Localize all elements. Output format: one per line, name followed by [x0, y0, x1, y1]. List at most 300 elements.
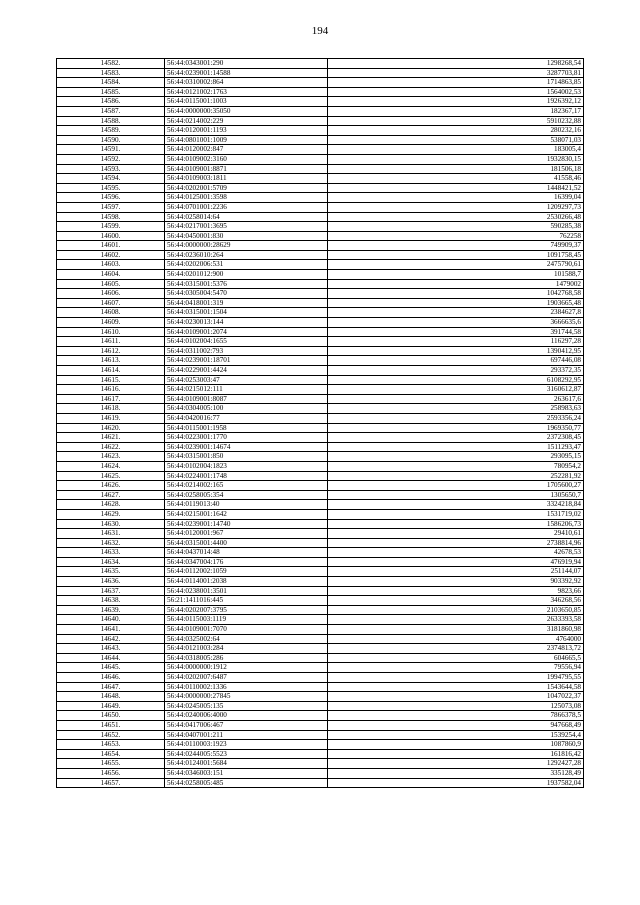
row-number-cell: 14645.: [57, 663, 165, 673]
table-row: [57, 596, 584, 606]
value-cell: 1932830,15: [328, 154, 584, 164]
cadastral-number-cell: 56:44:0236010:264: [165, 250, 328, 260]
value-cell: 116297,28: [328, 337, 584, 347]
cadastral-number-cell: 56:44:0215012:111: [165, 385, 328, 395]
cadastral-number-cell: 56:44:0701001:2236: [165, 202, 328, 212]
row-number-cell: 14605.: [57, 279, 165, 289]
row-number-cell: 14631.: [57, 529, 165, 539]
row-number-cell: 14594.: [57, 174, 165, 184]
value-cell: 1564002,53: [328, 87, 584, 97]
row-number-cell: 14609.: [57, 318, 165, 328]
row-number-cell: 14638.: [57, 596, 165, 606]
value-cell: 182367,17: [328, 106, 584, 116]
table-row: [57, 279, 584, 289]
page-number: 194: [311, 25, 329, 37]
row-number-cell: 14657.: [57, 778, 165, 788]
value-cell: 1047022,37: [328, 692, 584, 702]
cadastral-number-cell: 56:44:0000000:27845: [165, 692, 328, 702]
row-number-cell: 14588.: [57, 116, 165, 126]
table-row: [57, 106, 584, 116]
table-row: [57, 78, 584, 88]
value-cell: 79556,94: [328, 663, 584, 673]
row-number-cell: 14597.: [57, 202, 165, 212]
value-cell: 125073,08: [328, 701, 584, 711]
value-cell: 251144,07: [328, 567, 584, 577]
value-cell: 42678,53: [328, 548, 584, 558]
cadastral-number-cell: 56:44:0240006:4000: [165, 711, 328, 721]
cadastral-number-cell: 56:44:0202007:3795: [165, 605, 328, 615]
table-row: [57, 500, 584, 510]
table-row: [57, 720, 584, 730]
table-row: [57, 557, 584, 567]
cadastral-number-cell: 56:44:0253003:47: [165, 375, 328, 385]
cadastral-number-cell: 56:44:0315001:850: [165, 452, 328, 462]
row-number-cell: 14615.: [57, 375, 165, 385]
row-number-cell: 14616.: [57, 385, 165, 395]
table-row: [57, 126, 584, 136]
table-row: [57, 222, 584, 232]
row-number-cell: 14626.: [57, 481, 165, 491]
table-row: [57, 529, 584, 539]
row-number-cell: 14610.: [57, 327, 165, 337]
cadastral-number-cell: 56:44:0109001:8087: [165, 394, 328, 404]
table-row: [57, 260, 584, 270]
row-number-cell: 14643.: [57, 644, 165, 654]
row-number-cell: 14625.: [57, 471, 165, 481]
row-number-cell: 14614.: [57, 366, 165, 376]
table-row: [57, 490, 584, 500]
cadastral-number-cell: 56:44:0214002:229: [165, 116, 328, 126]
value-cell: 181506,18: [328, 164, 584, 174]
cadastral-number-cell: 56:44:0305004:5470: [165, 289, 328, 299]
table-row: [57, 768, 584, 778]
row-number-cell: 14644.: [57, 653, 165, 663]
row-number-cell: 14636.: [57, 577, 165, 587]
cadastral-number-cell: 56:44:0450001:830: [165, 231, 328, 241]
row-number-cell: 14620.: [57, 423, 165, 433]
row-number-cell: 14612.: [57, 346, 165, 356]
value-cell: 604665,5: [328, 653, 584, 663]
cadastral-number-cell: 56:44:0115001:1003: [165, 97, 328, 107]
cadastral-number-cell: 56:44:0217001:3695: [165, 222, 328, 232]
table-row: [57, 270, 584, 280]
value-cell: 1926392,12: [328, 97, 584, 107]
cadastral-number-cell: 56:44:0239001:14740: [165, 519, 328, 529]
table-row: [57, 385, 584, 395]
table-row: [57, 164, 584, 174]
value-cell: 1969350,77: [328, 423, 584, 433]
value-cell: 2372308,45: [328, 433, 584, 443]
row-number-cell: 14652.: [57, 730, 165, 740]
row-number-cell: 14623.: [57, 452, 165, 462]
value-cell: 2593356,24: [328, 413, 584, 423]
cadastral-number-cell: 56:44:0258005:485: [165, 778, 328, 788]
table-row: [57, 250, 584, 260]
value-cell: 1705600,27: [328, 481, 584, 491]
cadastral-number-cell: 56:44:0120002:847: [165, 145, 328, 155]
row-number-cell: 14627.: [57, 490, 165, 500]
table-row: [57, 673, 584, 683]
table-row: [57, 193, 584, 203]
row-number-cell: 14621.: [57, 433, 165, 443]
row-number-cell: 14637.: [57, 586, 165, 596]
table-row: [57, 519, 584, 529]
value-cell: 947668,49: [328, 720, 584, 730]
cadastral-number-cell: 56:44:0258014:64: [165, 212, 328, 222]
table-row: [57, 356, 584, 366]
cadastral-number-cell: 56:44:0109001:7070: [165, 625, 328, 635]
row-number-cell: 14602.: [57, 250, 165, 260]
row-number-cell: 14629.: [57, 509, 165, 519]
table-row: [57, 375, 584, 385]
table-row: [57, 145, 584, 155]
row-number-cell: 14647.: [57, 682, 165, 692]
cadastral-number-cell: 56:44:0245005:135: [165, 701, 328, 711]
value-cell: 1448421,52: [328, 183, 584, 193]
row-number-cell: 14596.: [57, 193, 165, 203]
row-number-cell: 14617.: [57, 394, 165, 404]
cadastral-number-cell: 56:44:0121003:284: [165, 644, 328, 654]
cadastral-number-cell: 56:44:0347004:176: [165, 557, 328, 567]
value-cell: 1714863,85: [328, 78, 584, 88]
row-number-cell: 14601.: [57, 241, 165, 251]
cadastral-number-cell: 56:44:0407001:211: [165, 730, 328, 740]
table-row: [57, 644, 584, 654]
value-cell: 3666635,6: [328, 318, 584, 328]
table-row: [57, 68, 584, 78]
table-row: [57, 59, 584, 69]
table-row: [57, 298, 584, 308]
row-number-cell: 14646.: [57, 673, 165, 683]
cadastral-number-cell: 56:44:0115001:1958: [165, 423, 328, 433]
value-cell: 1937582,04: [328, 778, 584, 788]
value-cell: 258983,63: [328, 404, 584, 414]
row-number-cell: 14649.: [57, 701, 165, 711]
table-row: [57, 366, 584, 376]
table-row: [57, 97, 584, 107]
table-row: [57, 682, 584, 692]
value-cell: 9823,66: [328, 586, 584, 596]
table-row: [57, 404, 584, 414]
table-row: [57, 442, 584, 452]
cadastral-number-cell: 56:44:0125001:3598: [165, 193, 328, 203]
cadastral-number-cell: 56:44:0119013:40: [165, 500, 328, 510]
row-number-cell: 14630.: [57, 519, 165, 529]
value-cell: 3287703,81: [328, 68, 584, 78]
cadastral-number-cell: 56:44:0420016:77: [165, 413, 328, 423]
value-cell: 1586206,73: [328, 519, 584, 529]
value-cell: 749909,37: [328, 241, 584, 251]
table-row: [57, 461, 584, 471]
value-cell: 2103650,85: [328, 605, 584, 615]
table-row: [57, 87, 584, 97]
cadastral-number-cell: 56:44:0109001:2074: [165, 327, 328, 337]
value-cell: 41558,46: [328, 174, 584, 184]
row-number-cell: 14604.: [57, 270, 165, 280]
table-row: [57, 433, 584, 443]
table-row: [57, 509, 584, 519]
cadastral-number-cell: 56:44:0102004:1655: [165, 337, 328, 347]
table-row: [57, 759, 584, 769]
table-row: [57, 337, 584, 347]
cadastral-number-cell: 56:44:0230013:144: [165, 318, 328, 328]
value-cell: 2738814,96: [328, 538, 584, 548]
cadastral-number-cell: 56:44:0121002:1763: [165, 87, 328, 97]
row-number-cell: 14592.: [57, 154, 165, 164]
table-body: [57, 59, 584, 788]
row-number-cell: 14585.: [57, 87, 165, 97]
cadastral-number-cell: 56:44:0112002:1059: [165, 567, 328, 577]
table-row: [57, 586, 584, 596]
value-cell: 101588,7: [328, 270, 584, 280]
cadastral-number-cell: 56:44:0120001:1193: [165, 126, 328, 136]
row-number-cell: 14611.: [57, 337, 165, 347]
value-cell: 1531719,02: [328, 509, 584, 519]
value-cell: 2384627,8: [328, 308, 584, 318]
value-cell: 252281,92: [328, 471, 584, 481]
row-number-cell: 14640.: [57, 615, 165, 625]
value-cell: 697446,08: [328, 356, 584, 366]
table-row: [57, 413, 584, 423]
cadastral-number-cell: 56:44:0239001:14674: [165, 442, 328, 452]
row-number-cell: 14600.: [57, 231, 165, 241]
cadastral-number-cell: 56:44:0124001:5684: [165, 759, 328, 769]
table-row: [57, 692, 584, 702]
value-cell: 183005,4: [328, 145, 584, 155]
value-cell: 3160612,87: [328, 385, 584, 395]
cadastral-number-cell: 56:44:0110003:1923: [165, 740, 328, 750]
cadastral-number-cell: 56:44:0437014:48: [165, 548, 328, 558]
cadastral-number-cell: 56:44:0109003:1811: [165, 174, 328, 184]
table-row: [57, 471, 584, 481]
value-cell: 1539254,4: [328, 730, 584, 740]
value-cell: 2530266,48: [328, 212, 584, 222]
table-row: [57, 548, 584, 558]
table-row: [57, 202, 584, 212]
value-cell: 6108292,95: [328, 375, 584, 385]
value-cell: 1087860,9: [328, 740, 584, 750]
cadastral-number-cell: 56:44:0223001:1770: [165, 433, 328, 443]
value-cell: 7866378,5: [328, 711, 584, 721]
value-cell: 3324218,84: [328, 500, 584, 510]
cadastral-number-cell: 56:44:0343001:290: [165, 59, 328, 69]
row-number-cell: 14622.: [57, 442, 165, 452]
cadastral-number-cell: 56:44:0239001:14588: [165, 68, 328, 78]
row-number-cell: 14618.: [57, 404, 165, 414]
table-row: [57, 634, 584, 644]
value-cell: 4764000: [328, 634, 584, 644]
value-cell: 590285,38: [328, 222, 584, 232]
table-row: [57, 778, 584, 788]
table-row: [57, 653, 584, 663]
value-cell: 2374813,72: [328, 644, 584, 654]
row-number-cell: 14633.: [57, 548, 165, 558]
value-cell: 1298268,54: [328, 59, 584, 69]
cadastral-number-cell: 56:44:0311002:793: [165, 346, 328, 356]
table-row: [57, 615, 584, 625]
cadastral-number-cell: 56:44:0000000:28629: [165, 241, 328, 251]
value-cell: 1511293,47: [328, 442, 584, 452]
value-cell: 263617,6: [328, 394, 584, 404]
cadastral-number-cell: 56:44:0224001:1748: [165, 471, 328, 481]
table-row: [57, 212, 584, 222]
row-number-cell: 14608.: [57, 308, 165, 318]
value-cell: 346268,56: [328, 596, 584, 606]
cadastral-number-cell: 56:44:0325002:64: [165, 634, 328, 644]
cadastral-number-cell: 56:44:0120001:967: [165, 529, 328, 539]
row-number-cell: 14595.: [57, 183, 165, 193]
row-number-cell: 14651.: [57, 720, 165, 730]
table-row: [57, 701, 584, 711]
table-row: [57, 605, 584, 615]
cadastral-number-cell: 56:44:0109001:8871: [165, 164, 328, 174]
table-row: [57, 308, 584, 318]
row-number-cell: 14650.: [57, 711, 165, 721]
table-row: [57, 174, 584, 184]
value-cell: 391744,58: [328, 327, 584, 337]
row-number-cell: 14624.: [57, 461, 165, 471]
row-number-cell: 14619.: [57, 413, 165, 423]
value-cell: 1091758,45: [328, 250, 584, 260]
cadastral-number-cell: 56:44:0000000:1912: [165, 663, 328, 673]
table-row: [57, 154, 584, 164]
cadastral-number-cell: 56:44:0214002:165: [165, 481, 328, 491]
value-cell: 280232,16: [328, 126, 584, 136]
value-cell: 538071,03: [328, 135, 584, 145]
cadastral-number-cell: 56:44:0115003:1119: [165, 615, 328, 625]
table-row: [57, 567, 584, 577]
value-cell: 1994795,55: [328, 673, 584, 683]
row-number-cell: 14591.: [57, 145, 165, 155]
row-number-cell: 14584.: [57, 78, 165, 88]
cadastral-number-cell: 56:44:0202001:5709: [165, 183, 328, 193]
value-cell: 762258: [328, 231, 584, 241]
cadastral-number-cell: 56:44:0215001:1642: [165, 509, 328, 519]
table-row: [57, 711, 584, 721]
value-cell: 293372,35: [328, 366, 584, 376]
cadastral-number-cell: 56:44:0315001:4400: [165, 538, 328, 548]
cadastral-number-cell: 56:44:0201012:900: [165, 270, 328, 280]
table-row: [57, 538, 584, 548]
table-row: [57, 116, 584, 126]
row-number-cell: 14607.: [57, 298, 165, 308]
table-row: [57, 135, 584, 145]
row-number-cell: 14586.: [57, 97, 165, 107]
row-number-cell: 14587.: [57, 106, 165, 116]
cadastral-number-cell: 56:44:0304005:100: [165, 404, 328, 414]
value-cell: 1479002: [328, 279, 584, 289]
row-number-cell: 14598.: [57, 212, 165, 222]
table-row: [57, 289, 584, 299]
value-cell: 903392,92: [328, 577, 584, 587]
row-number-cell: 14655.: [57, 759, 165, 769]
value-cell: 16399,04: [328, 193, 584, 203]
row-number-cell: 14634.: [57, 557, 165, 567]
value-cell: 1292427,28: [328, 759, 584, 769]
row-number-cell: 14606.: [57, 289, 165, 299]
cadastral-number-cell: 56:44:0238001:3501: [165, 586, 328, 596]
table-row: [57, 452, 584, 462]
row-number-cell: 14599.: [57, 222, 165, 232]
cadastral-number-cell: 56:44:0417006:467: [165, 720, 328, 730]
table-row: [57, 231, 584, 241]
table-row: [57, 183, 584, 193]
row-number-cell: 14632.: [57, 538, 165, 548]
table-row: [57, 241, 584, 251]
value-cell: 161816,42: [328, 749, 584, 759]
value-cell: 1042768,58: [328, 289, 584, 299]
value-cell: 1390412,95: [328, 346, 584, 356]
table-row: [57, 625, 584, 635]
table-row: [57, 740, 584, 750]
cadastral-number-cell: 56:44:0315001:1504: [165, 308, 328, 318]
value-cell: 1305650,7: [328, 490, 584, 500]
table-row: [57, 663, 584, 673]
cadastral-number-cell: 56:21:1411016:445: [165, 596, 328, 606]
row-number-cell: 14654.: [57, 749, 165, 759]
row-number-cell: 14583.: [57, 68, 165, 78]
row-number-cell: 14642.: [57, 634, 165, 644]
row-number-cell: 14628.: [57, 500, 165, 510]
table-row: [57, 318, 584, 328]
value-cell: 1903665,48: [328, 298, 584, 308]
row-number-cell: 14589.: [57, 126, 165, 136]
value-cell: 780954,2: [328, 461, 584, 471]
value-cell: 2633393,58: [328, 615, 584, 625]
value-cell: 29410,61: [328, 529, 584, 539]
table-row: [57, 394, 584, 404]
cadastral-number-cell: 56:44:0202007:6487: [165, 673, 328, 683]
table-row: [57, 577, 584, 587]
table-row: [57, 423, 584, 433]
row-number-cell: 14593.: [57, 164, 165, 174]
row-number-cell: 14590.: [57, 135, 165, 145]
table-row: [57, 481, 584, 491]
row-number-cell: 14603.: [57, 260, 165, 270]
cadastral-number-cell: 56:44:0244005:5523: [165, 749, 328, 759]
value-cell: 2475790,61: [328, 260, 584, 270]
cadastral-number-cell: 56:44:0239001:18701: [165, 356, 328, 366]
cadastral-number-cell: 56:44:0315001:5376: [165, 279, 328, 289]
cadastral-number-cell: 56:44:0418001:319: [165, 298, 328, 308]
row-number-cell: 14641.: [57, 625, 165, 635]
row-number-cell: 14653.: [57, 740, 165, 750]
cadastral-number-cell: 56:44:0346003:151: [165, 768, 328, 778]
cadastral-number-cell: 56:44:0202006:531: [165, 260, 328, 270]
value-cell: 1209297,73: [328, 202, 584, 212]
row-number-cell: 14639.: [57, 605, 165, 615]
row-number-cell: 14613.: [57, 356, 165, 366]
value-cell: 5910232,88: [328, 116, 584, 126]
value-cell: 476919,94: [328, 557, 584, 567]
registry-table: [56, 58, 584, 788]
cadastral-number-cell: 56:44:0110002:1336: [165, 682, 328, 692]
table-row: [57, 346, 584, 356]
table-row: [57, 327, 584, 337]
cadastral-number-cell: 56:44:0000000:35050: [165, 106, 328, 116]
row-number-cell: 14635.: [57, 567, 165, 577]
row-number-cell: 14656.: [57, 768, 165, 778]
value-cell: 1543644,58: [328, 682, 584, 692]
row-number-cell: 14648.: [57, 692, 165, 702]
cadastral-number-cell: 56:44:0258005:354: [165, 490, 328, 500]
cadastral-number-cell: 56:44:0310002:864: [165, 78, 328, 88]
cadastral-number-cell: 56:44:0102004:1823: [165, 461, 328, 471]
cadastral-number-cell: 56:44:0318005:286: [165, 653, 328, 663]
value-cell: 293095,15: [328, 452, 584, 462]
cadastral-number-cell: 56:44:0114001:2038: [165, 577, 328, 587]
table-row: [57, 730, 584, 740]
